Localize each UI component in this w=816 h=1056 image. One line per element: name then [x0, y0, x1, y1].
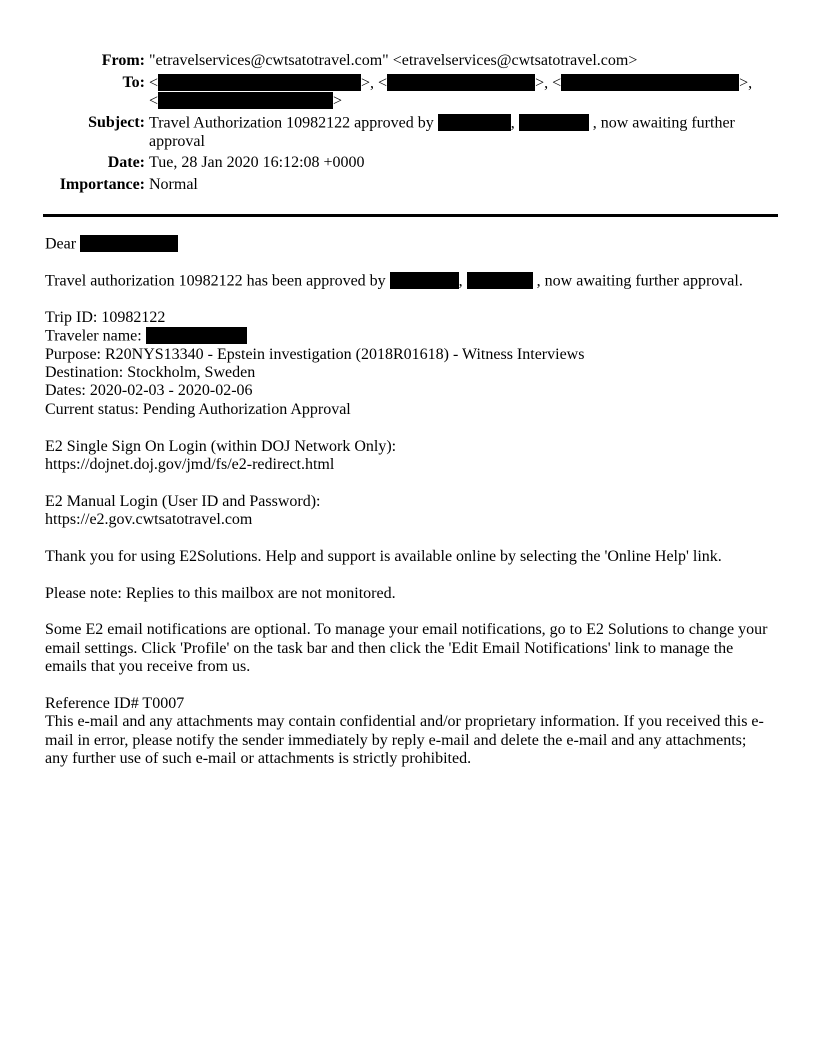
header-row-date: [45, 154, 780, 172]
text-segment: Tue, 28 Jan 2020 16:12:08 +0000: [149, 154, 365, 172]
header-label-to: To:: [122, 73, 145, 91]
redaction-bar: [467, 272, 533, 289]
redaction-bar: [438, 114, 511, 131]
email-body: [45, 235, 780, 768]
body-line: [45, 585, 780, 603]
header-value-line: [149, 176, 198, 194]
redaction-bar: [80, 235, 178, 252]
blank-line: [45, 290, 780, 308]
header-value-subject: [149, 114, 735, 151]
text-segment: any further use of such e-mail or attachments is strictly prohibited.: [45, 750, 472, 768]
text-segment: E2 Manual Login (User ID and Password):: [45, 492, 321, 510]
redaction-bar: [158, 92, 333, 109]
header-value-line: [149, 92, 752, 110]
text-segment: email settings. Click 'Profile' on the task bar and then click the 'Edit Email Notifications' link to manage the: [45, 639, 734, 657]
text-segment: Trip ID: 10982122: [45, 308, 166, 326]
blank-line: [45, 603, 780, 621]
text-segment: E2 Single Sign On Login (within DOJ Network Only):: [45, 437, 397, 455]
text-segment: >: [333, 92, 343, 110]
header-value-importance: [149, 176, 198, 194]
header-value-line: [149, 114, 735, 132]
header-label-subject: Subject:: [88, 114, 145, 132]
header-row-from: [45, 52, 780, 70]
header-label-importance: Importance:: [59, 176, 145, 194]
header-label-date: Date:: [107, 154, 145, 172]
text-segment: Travel Authorization 10982122 approved by: [149, 114, 438, 132]
header-value-from: [149, 52, 637, 70]
text-segment: Dear: [45, 235, 81, 253]
text-segment: >, <: [535, 74, 562, 92]
body-line: [45, 658, 780, 676]
body-line: [45, 511, 780, 529]
text-segment: Traveler name:: [45, 327, 146, 345]
body-line: [45, 382, 780, 400]
text-segment: https://dojnet.doj.gov/jmd/fs/e2-redirect.html: [45, 455, 335, 473]
header-row-to: [45, 74, 780, 111]
redaction-bar: [158, 74, 361, 91]
header-value-line: [149, 154, 365, 172]
body-line: [45, 732, 780, 750]
text-segment: Purpose: R20NYS13340 - Epstein investigation (2018R01618) - Witness Interviews: [45, 345, 585, 363]
redaction-bar: [390, 272, 459, 289]
body-line: [45, 621, 780, 639]
redaction-bar: [561, 74, 739, 91]
body-line: [45, 235, 780, 253]
text-segment: ,: [458, 272, 467, 290]
header-separator-rule: [43, 214, 778, 217]
blank-line: [45, 677, 780, 695]
body-line: [45, 695, 780, 713]
text-segment: <: [149, 92, 159, 110]
blank-line: [45, 530, 780, 548]
header-row-subject: [45, 114, 780, 151]
body-line: [45, 309, 780, 327]
text-segment: Travel authorization 10982122 has been approved by: [45, 272, 390, 290]
text-segment: Reference ID# T0007: [45, 695, 185, 713]
header-value-date: [149, 154, 365, 172]
text-segment: Normal: [149, 176, 198, 194]
text-segment: "etravelservices@cwtsatotravel.com" <etravelservices@cwtsatotravel.com>: [149, 52, 638, 69]
blank-line: [45, 254, 780, 272]
email-header: [45, 52, 780, 195]
body-line: [45, 456, 780, 474]
text-segment: Thank you for using E2Solutions. Help and support is available online by selecting the 'Online Help' link.: [45, 547, 722, 565]
body-line: [45, 548, 780, 566]
redaction-bar: [146, 327, 247, 344]
header-value-line: [149, 52, 637, 70]
text-segment: approval: [149, 132, 205, 150]
body-line: [45, 364, 780, 382]
text-segment: Destination: Stockholm, Sweden: [45, 364, 256, 382]
text-segment: https://e2.gov.cwtsatotravel.com: [45, 511, 253, 529]
text-segment: Dates: 2020-02-03 - 2020-02-06: [45, 382, 253, 400]
body-line: [45, 713, 780, 731]
header-value-line: [149, 74, 752, 92]
redaction-bar: [387, 74, 535, 91]
text-segment: >, <: [361, 74, 388, 92]
body-line: [45, 272, 780, 290]
text-segment: <: [149, 74, 159, 92]
text-segment: mail in error, please notify the sender immediately by reply e-mail and delete the e-mail and any attachments;: [45, 731, 747, 749]
body-line: [45, 346, 780, 364]
text-segment: Some E2 email notifications are optional. To manage your email notifications, go to E2 Solutions to change your: [45, 621, 768, 639]
blank-line: [45, 566, 780, 584]
header-value-line: [149, 133, 735, 151]
text-segment: >,: [739, 74, 753, 92]
text-segment: Current status: Pending Authorization Approval: [45, 400, 351, 418]
redaction-bar: [519, 114, 589, 131]
header-label-from: From:: [101, 52, 145, 69]
text-segment: ,: [510, 114, 519, 132]
text-segment: This e-mail and any attachments may contain confidential and/or proprietary information. If you received this e-: [45, 713, 764, 731]
body-line: [45, 493, 780, 511]
body-line: [45, 640, 780, 658]
text-segment: , now awaiting further approval.: [532, 272, 743, 290]
text-segment: emails that you receive from us.: [45, 658, 251, 676]
blank-line: [45, 474, 780, 492]
text-segment: Please note: Replies to this mailbox are not monitored.: [45, 584, 396, 602]
text-segment: , now awaiting further: [588, 114, 735, 132]
body-line: [45, 750, 780, 768]
blank-line: [45, 419, 780, 437]
body-line: [45, 327, 780, 345]
body-line: [45, 438, 780, 456]
body-line: [45, 401, 780, 419]
header-value-to: [149, 74, 752, 111]
header-row-importance: [45, 176, 780, 194]
